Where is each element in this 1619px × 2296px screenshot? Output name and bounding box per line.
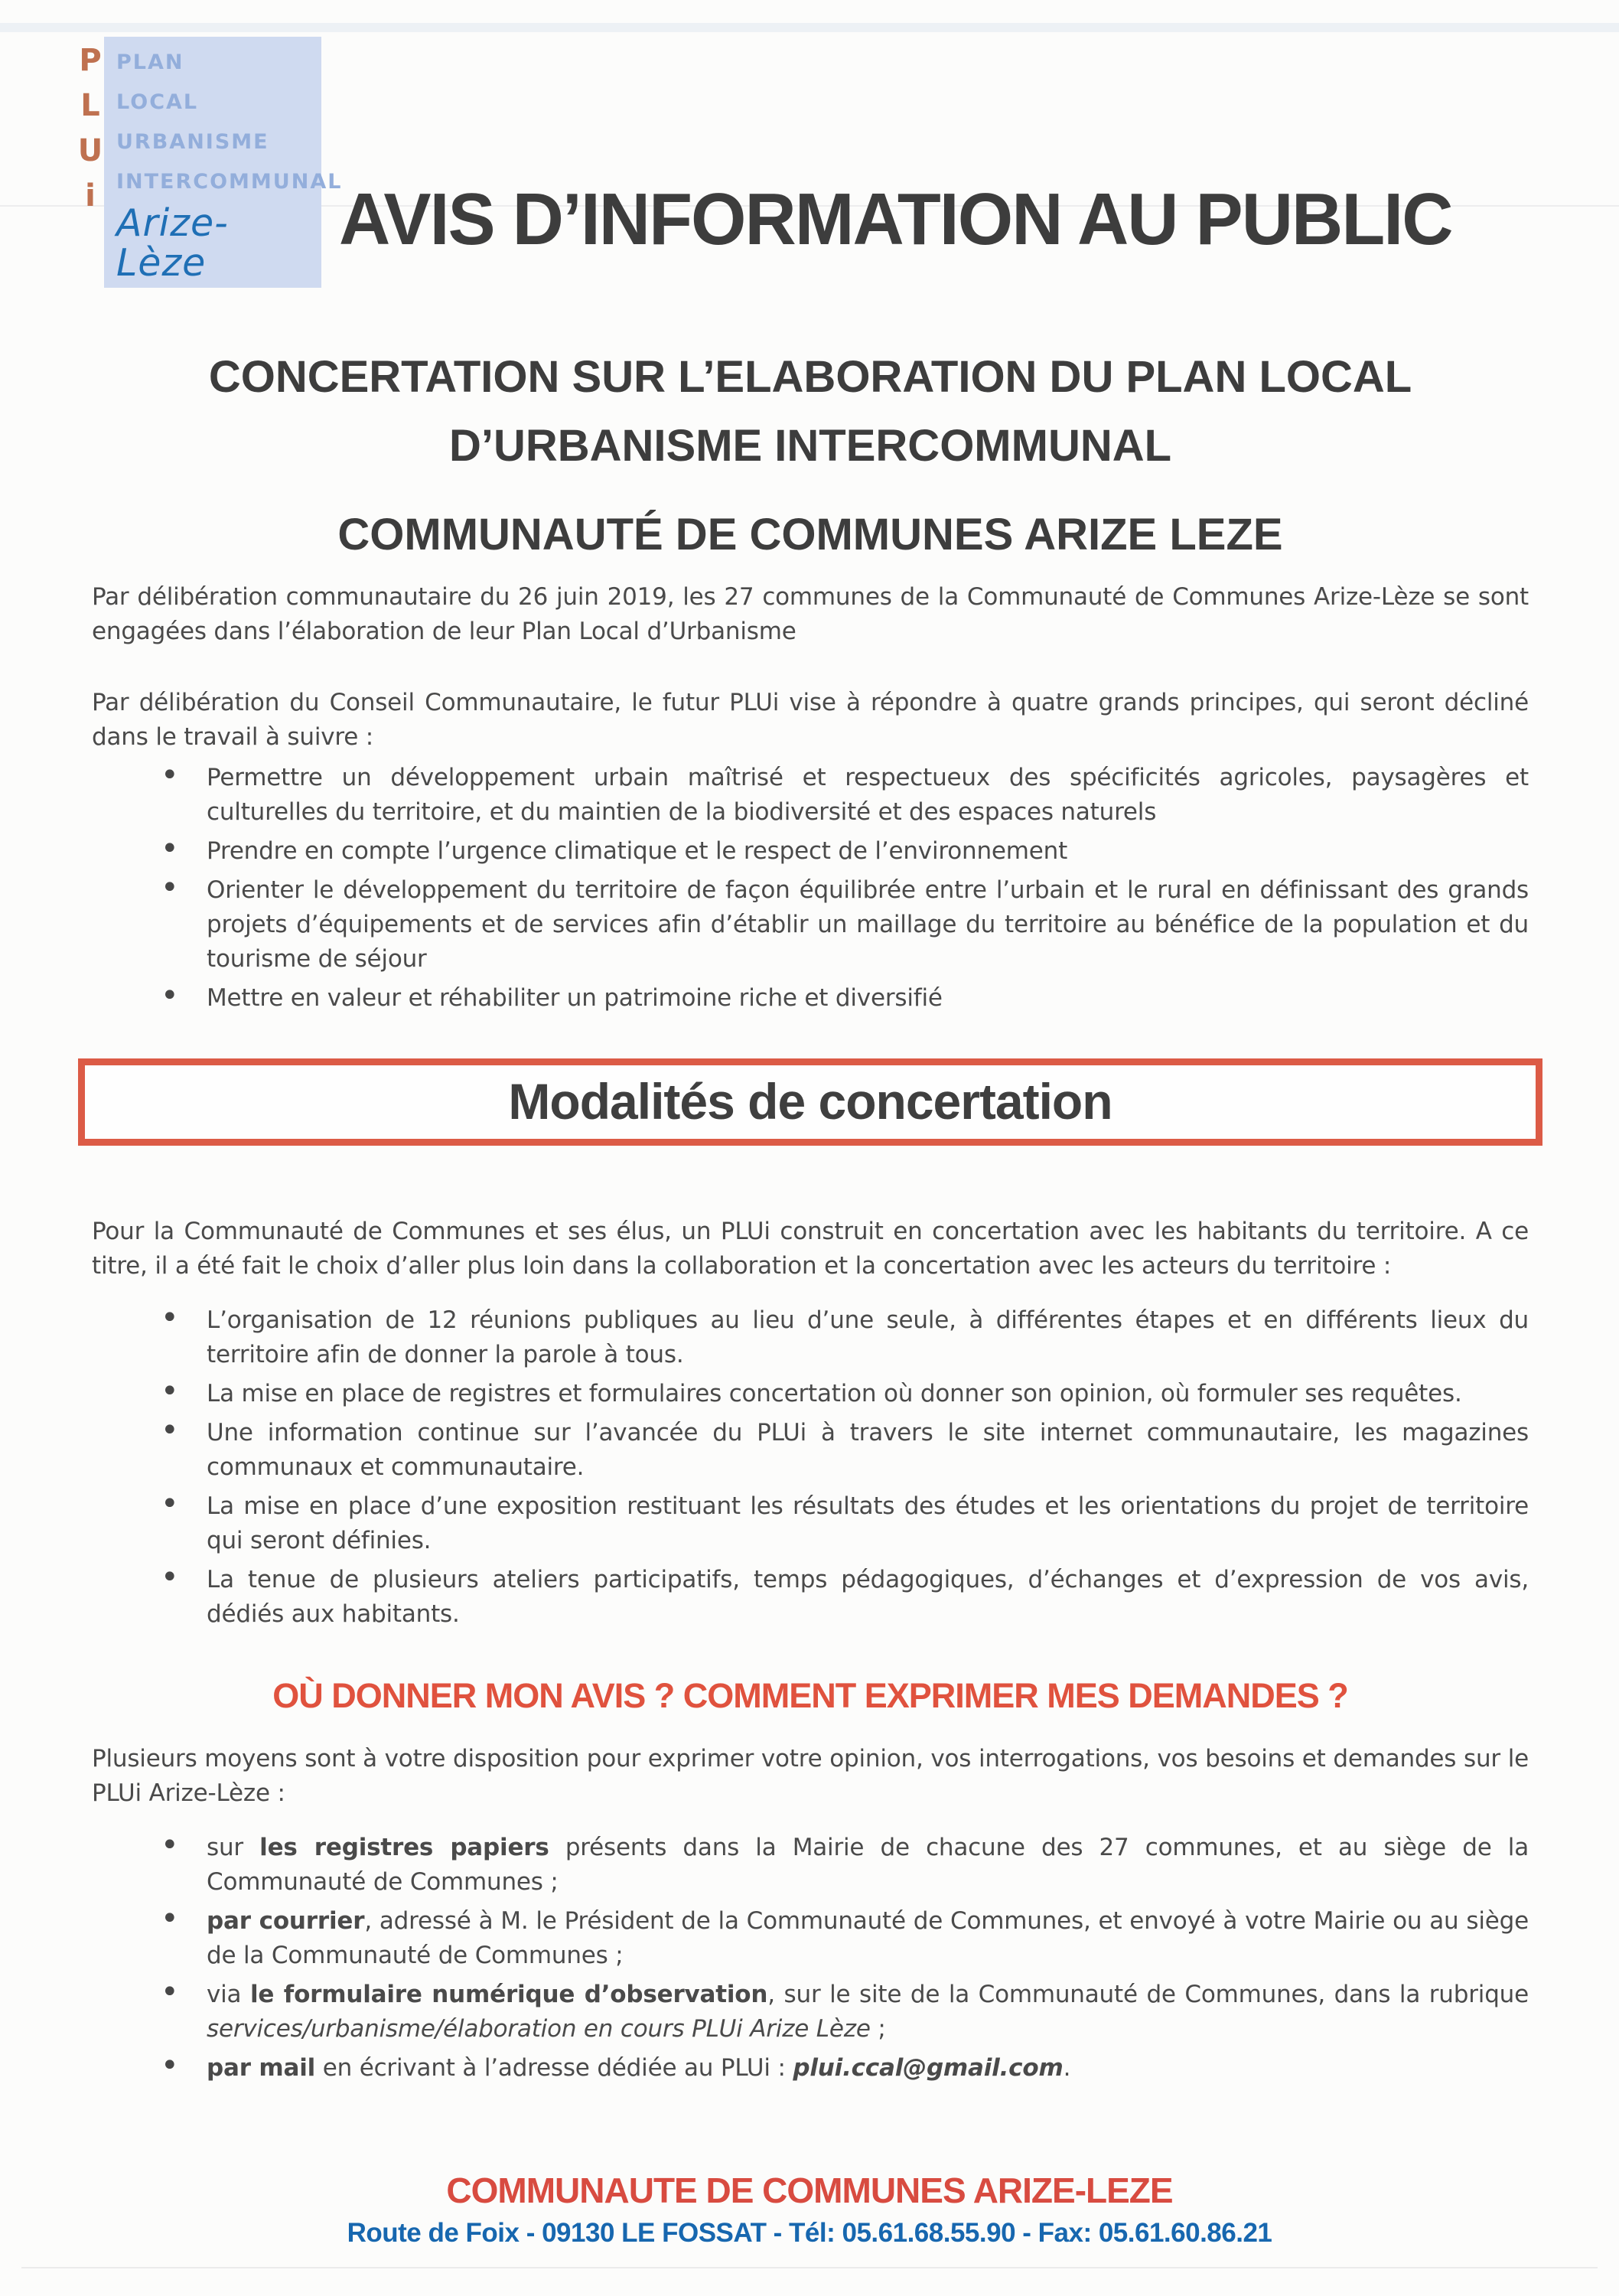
logo-letter-i: i <box>85 178 96 214</box>
plui-logo-box <box>104 37 343 288</box>
logo-letter-p: P <box>79 43 102 78</box>
scan-artifact-top-band <box>0 23 1619 32</box>
logo-word-urbanisme: URBANISME <box>116 130 269 154</box>
modalites-paragraph: Pour la Communauté de Communes et ses élus, un PLUi construit en concertation avec les habitants du territoire. A ce titre, il a été fait le choix d’aller plus loin dans la collaboration et la concertation avec les acteurs du territoire : <box>92 1218 1529 1280</box>
page-title: AVIS D’INFORMATION AU PUBLIC <box>339 178 1452 260</box>
bullet-item: • via le formulaire numérique d’observation, sur le site de la Communauté de Communes, dans la rubrique services/urbanisme/élaboration en cours PLUi Arize Lèze ; <box>207 1978 1529 2047</box>
bullet-item: • par mail en écrivant à l’adresse dédiée au PLUi : plui.ccal@gmail.com. <box>207 2051 1529 2086</box>
bullet-item: • L’organisation de 12 réunions publiques au lieu d’une seule, à différentes étapes et en différents lieux du territoire afin de donner la parole à tous. <box>207 1303 1529 1372</box>
bullet-item: • sur les registres papiers présents dans la Mairie de chacune des 27 communes, et au siège de la Communauté de Communes ; <box>207 1831 1529 1900</box>
modalites-bullet-list <box>92 1303 1529 1632</box>
footer-address-contact: Route de Foix - 09130 LE FOSSAT - Tél: 05.61.68.55.90 - Fax: 05.61.60.86.21 <box>347 2218 1272 2248</box>
bullet-item: • La tenue de plusieurs ateliers participatifs, temps pédagogiques, d’échanges et d’expression de vos avis, dédiés aux habitants. <box>207 1563 1529 1632</box>
bullet-item: • Orienter le développement du territoire de façon équilibrée entre l’urbain et le rural en définissant des grands projets d’équipements et de services afin d’établir un maillage du territoire au bénéfice de la population et du tourisme de séjour <box>207 873 1529 977</box>
logo-region-name: Arize-Lèze <box>116 201 229 285</box>
bullet-item: • par courrier, adressé à M. le Président de la Communauté de Communes, et envoyé à votre Mairie ou au siège de la Communauté de Communes ; <box>207 1904 1529 1973</box>
avis-bullet-list <box>92 1831 1529 2086</box>
subtitle-line-2: D’URBANISME INTERCOMMUNAL <box>448 421 1172 471</box>
principles-bullet-list <box>92 761 1529 1016</box>
avis-section-heading: OÙ DONNER MON AVIS ? COMMENT EXPRIMER MES DEMANDES ? <box>272 1676 1348 1715</box>
logo-letter-u: U <box>77 133 103 168</box>
logo-letter-l: L <box>80 88 100 123</box>
bullet-item: • La mise en place de registres et formulaires concertation où donner son opinion, où formuler ses requêtes. <box>207 1377 1529 1411</box>
logo-word-local: LOCAL <box>116 90 199 114</box>
document-body <box>92 343 1529 2086</box>
bullet-item: • Une information continue sur l’avancée du PLUi à travers le site internet communautaire, les magazines communaux et communautaire. <box>207 1416 1529 1485</box>
bullet-item: • Prendre en compte l’urgence climatique et le respect de l’environnement <box>207 834 1529 869</box>
document-footer <box>0 2170 1619 2249</box>
subtitle-line-1: CONCERTATION SUR L’ELABORATION DU PLAN LOCAL <box>208 352 1412 402</box>
bullet-item: • La mise en place d’une exposition restituant les résultats des études et les orientations du projet de territoire qui seront définies. <box>207 1489 1529 1558</box>
plui-logo <box>77 37 343 288</box>
logo-word-intercommunal: INTERCOMMUNAL <box>116 170 343 194</box>
modalites-title-box <box>78 1058 1542 1146</box>
bullet-item: • Permettre un développement urbain maîtrisé et respectueux des spécificités agricoles, paysagères et culturelles du territoire, et du maintien de la biodiversité et des espaces naturels <box>207 761 1529 830</box>
intro-paragraph-1: Par délibération communautaire du 26 juin 2019, les 27 communes de la Communauté de Communes Arize-Lèze se sont engagées dans l’élaboration de leur Plan Local d’Urbanisme <box>92 583 1529 645</box>
logo-word-plan: PLAN <box>116 51 184 74</box>
scan-artifact-bottom-line <box>21 2267 1598 2268</box>
avis-paragraph: Plusieurs moyens sont à votre disposition pour exprimer votre opinion, vos interrogations, vos besoins et demandes sur le PLUi Arize-Lèze : <box>92 1745 1529 1807</box>
modalites-box-title: Modalités de concertation <box>508 1073 1112 1130</box>
intro-paragraph-2: Par délibération du Conseil Communautaire, le futur PLUi vise à répondre à quatre grands principes, qui seront décliné dans le travail à suivre : <box>92 689 1529 751</box>
footer-organization-name: COMMUNAUTE DE COMMUNES ARIZE-LEZE <box>446 2170 1173 2210</box>
subtitle-line-3: COMMUNAUTÉ DE COMMUNES ARIZE LEZE <box>337 510 1283 559</box>
plui-logo-letters <box>77 38 104 219</box>
document-subtitle <box>92 343 1529 569</box>
bullet-item: • Mettre en valeur et réhabiliter un patrimoine riche et diversifié <box>207 981 1529 1016</box>
